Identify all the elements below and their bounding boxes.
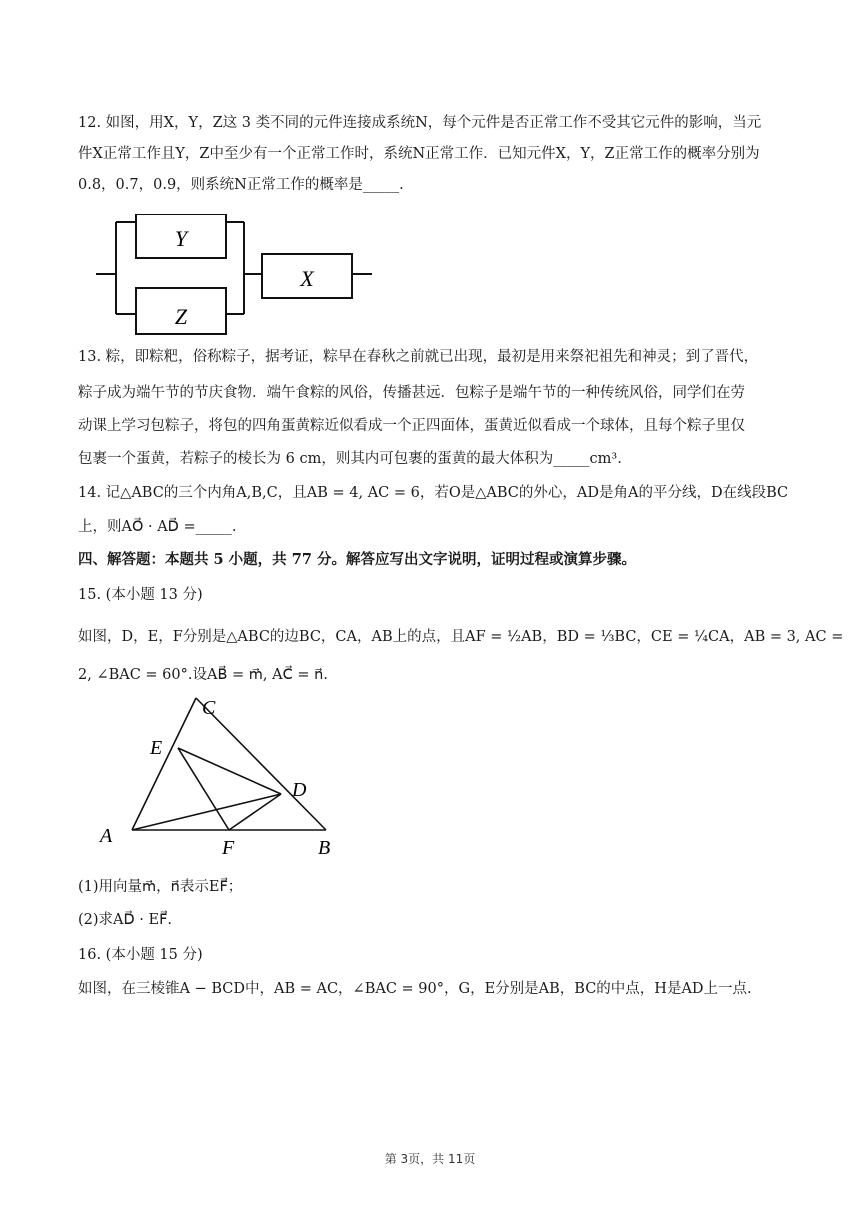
q13-line4: 包裹一个蛋黄，若粽子的棱长为 6 cm，则其内可包裹的蛋黄的最大体积为_____cm³.	[78, 451, 622, 467]
q14-line2: 上，则AO⃗ · AD⃗ =_____.	[78, 519, 237, 535]
vertex-f-label: F	[222, 837, 235, 859]
q16-header: 16. (本小题 15 分)	[78, 947, 203, 963]
vertex-e-label: E	[150, 737, 163, 759]
circuit-diagram	[96, 214, 376, 340]
q15-line1: 如图，D，E，F分别是△ABC的边BC，CA，AB上的点，且AF = ½AB，BD = ⅓BC，CE = ¼CA，AB = 3, AC =	[78, 629, 844, 645]
label-y: Y	[174, 226, 188, 251]
q13-line2: 粽子成为端午节的节庆食物．端午食粽的风俗，传播甚远．包粽子是端午节的一种传统风俗，同学们在劳	[78, 385, 745, 401]
q12-line2: 件X正常工作且Y，Z中至少有一个正常工作时，系统N正常工作．已知元件X，Y，Z正常工作的概率分别为	[78, 146, 760, 162]
q16-line1: 如图，在三棱锥A − BCD中，AB = AC，∠BAC = 90°，G，E分别是AB，BC的中点，H是AD上一点.	[78, 981, 752, 997]
q15-part1: (1)用向量m⃗，n⃗表示EF⃗；	[78, 879, 243, 895]
q12-line3: 0.8，0.7，0.9，则系统N正常工作的概率是_____.	[78, 177, 404, 193]
q15-part2: (2)求AD⃗ · EF⃗.	[78, 912, 173, 928]
vertex-c-label: C	[202, 697, 216, 719]
q15-line2: 2, ∠BAC = 60°.设AB⃗ = m⃗, AC⃗ = n⃗.	[78, 667, 328, 683]
q12-line1: 12. 如图，用X，Y，Z这 3 类不同的元件连接成系统N，每个元件是否正常工作不受其它元件的影响，当元	[78, 115, 762, 131]
vertex-d-label: D	[292, 779, 307, 801]
triangle-diagram	[96, 690, 346, 862]
section-heading: 四、解答题：本题共 5 小题，共 77 分。解答应写出文字说明，证明过程或演算步骤。	[78, 551, 636, 568]
label-x: X	[300, 266, 314, 291]
q13-line3: 动课上学习包粽子，将包的四角蛋黄粽近似看成一个正四面体，蛋黄近似看成一个球体，且每个粽子里仅	[78, 418, 745, 434]
q14-line1: 14. 记△ABC的三个内角A,B,C，且AB = 4, AC = 6，若O是△ABC的外心，AD是角A的平分线，D在线段BC	[78, 485, 789, 501]
q13-line1: 13. 粽，即粽粑，俗称粽子，据考证，粽早在春秋之前就已出现，最初是用来祭祀祖先和神灵；到了晋代，	[78, 349, 759, 365]
q15-header: 15. (本小题 13 分)	[78, 587, 203, 603]
page-footer: 第 3页，共 11页	[384, 1152, 476, 1166]
label-z: Z	[174, 304, 188, 329]
vertex-a-label: A	[100, 825, 113, 847]
vertex-b-label: B	[318, 837, 331, 859]
